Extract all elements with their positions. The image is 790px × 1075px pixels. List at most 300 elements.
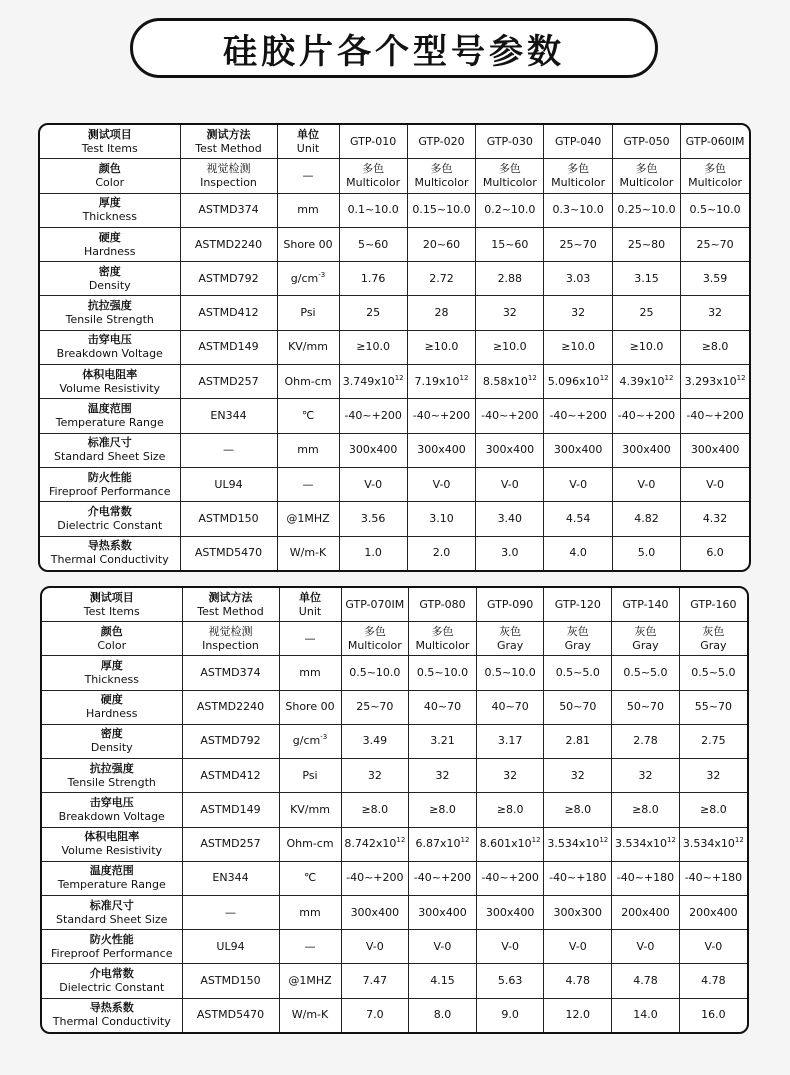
value-cell — [476, 827, 544, 861]
exponent: 12 — [599, 836, 609, 845]
test-item-zh: 体积电阻率 — [84, 830, 140, 844]
value-cell — [341, 622, 409, 656]
spec-value: 0.5~10.0 — [484, 665, 536, 679]
unit-cell — [279, 724, 341, 758]
value-cell — [544, 296, 612, 330]
spec-value: 0.15~10.0 — [412, 203, 471, 217]
value-cell — [544, 690, 612, 724]
test-items-header-en: Test Items — [83, 604, 140, 618]
test-item-cell — [42, 964, 182, 998]
spec-value: 灰色 Gray — [700, 624, 727, 652]
spec-value: 3.10 — [429, 512, 454, 525]
test-method-header-en: Test Method — [195, 141, 262, 155]
spec-value: 3.534x10 — [547, 837, 600, 851]
spec-value: 28 — [434, 306, 449, 320]
spec-value: 4.82 — [634, 512, 659, 525]
value-cell — [679, 690, 747, 724]
spec-value: V-0 — [568, 939, 587, 953]
spec-value: 8.0 — [433, 1008, 452, 1022]
value-cell — [476, 262, 544, 296]
value-cell — [544, 159, 612, 193]
test-item-zh: 防火性能 — [89, 932, 134, 946]
spec-value: 300x400 — [622, 443, 671, 457]
value-cell — [612, 399, 680, 433]
unit-value: W/m-K — [289, 546, 327, 560]
test-item-zh: 标准尺寸 — [87, 436, 132, 450]
value-cell — [339, 468, 407, 502]
value-cell — [341, 759, 409, 793]
test-method-cell — [180, 227, 277, 261]
model-header: GTP-030 — [476, 125, 544, 159]
value-cell — [679, 724, 747, 758]
model-header: GTP-010 — [339, 125, 407, 159]
value-cell — [612, 622, 680, 656]
value-cell — [476, 433, 544, 467]
value-cell — [612, 193, 680, 227]
value-cell — [612, 227, 680, 261]
spec-value: ≥10.0 — [629, 340, 664, 354]
value-cell — [612, 861, 680, 895]
test-method-cell — [182, 896, 279, 930]
test-method-header — [180, 125, 277, 159]
unit-value: Shore 00 — [283, 237, 333, 251]
test-item-zh: 介电常数 — [89, 967, 134, 981]
test-item-cell — [42, 998, 182, 1032]
spec-value: ≥8.0 — [700, 802, 727, 816]
spec-value: 3.21 — [430, 734, 455, 748]
value-cell — [679, 759, 747, 793]
value-cell — [339, 433, 407, 467]
value-cell — [476, 690, 544, 724]
table-row — [40, 433, 749, 467]
spec-value: 0.2~10.0 — [484, 203, 536, 217]
value-cell — [612, 159, 680, 193]
table-row — [42, 964, 747, 998]
unit-header-en: Unit — [298, 604, 322, 618]
spec-value: 50~70 — [626, 700, 665, 714]
test-item-zh: 击穿电压 — [89, 795, 134, 809]
test-item-zh: 厚度 — [100, 658, 123, 672]
test-item-en: Breakdown Voltage — [58, 809, 165, 823]
test-method-cell — [182, 827, 279, 861]
spec-value: 6.0 — [706, 546, 724, 560]
spec-value: 8.601x10 — [479, 837, 532, 851]
spec-table-2 — [42, 588, 747, 1032]
unit-header-en: Unit — [296, 141, 320, 155]
spec-table-2-container — [40, 586, 749, 1034]
unit-value: mm — [297, 443, 319, 457]
test-method-value: 视觉检测 Inspection — [202, 624, 259, 652]
unit-cell — [277, 399, 339, 433]
value-cell — [341, 793, 409, 827]
value-cell — [544, 193, 612, 227]
spec-value: 2.78 — [633, 734, 658, 748]
table-row — [42, 861, 747, 895]
test-method-value: ASTMD2240 — [196, 700, 265, 714]
spec-value: 2.88 — [497, 271, 523, 285]
test-item-cell — [42, 861, 182, 895]
value-cell — [341, 724, 409, 758]
spec-value: 0.1~10.0 — [347, 203, 399, 217]
value-cell — [409, 690, 477, 724]
value-cell — [681, 433, 749, 467]
test-item-cell — [40, 193, 180, 227]
test-item-en: Breakdown Voltage — [56, 347, 163, 361]
test-items-header-zh: 测试项目 — [89, 590, 134, 604]
test-item-en: Temperature Range — [57, 878, 166, 892]
spec-value: ≥8.0 — [429, 802, 456, 816]
spec-value: 5~60 — [358, 237, 389, 251]
value-cell — [544, 998, 612, 1032]
spec-value: 300x400 — [485, 443, 535, 457]
exponent: 12 — [394, 373, 404, 382]
unit-cell — [277, 536, 339, 570]
unit-exponent: -3 — [320, 733, 328, 742]
test-item-zh: 温度范围 — [89, 864, 134, 878]
value-cell — [476, 296, 544, 330]
test-method-cell — [182, 861, 279, 895]
spec-value: -40~+200 — [413, 871, 472, 885]
test-item-en: Fireproof Performance — [51, 946, 173, 960]
test-method-cell — [180, 330, 277, 364]
value-cell — [612, 964, 680, 998]
unit-header-zh: 单位 — [299, 590, 321, 604]
model-header: GTP-040 — [544, 125, 612, 159]
spec-value: 8.742x10 — [344, 837, 397, 851]
test-item-zh: 导热系数 — [89, 1001, 134, 1015]
spec-value: 50~70 — [559, 700, 597, 714]
unit-cell — [277, 330, 339, 364]
test-item-cell — [42, 759, 182, 793]
test-item-zh: 厚度 — [98, 196, 121, 210]
value-cell — [681, 193, 749, 227]
value-cell — [681, 399, 749, 433]
unit-cell — [279, 656, 341, 690]
value-cell — [612, 759, 680, 793]
value-cell — [612, 896, 680, 930]
exponent: 12 — [459, 373, 469, 382]
exponent: 12 — [531, 836, 541, 845]
spec-value: 4.32 — [702, 512, 728, 525]
value-cell — [409, 759, 477, 793]
spec-value: 32 — [367, 768, 382, 782]
value-cell — [341, 656, 409, 690]
exponent: 12 — [736, 373, 746, 382]
spec-value: 灰色 Gray — [564, 624, 591, 652]
value-cell — [476, 724, 544, 758]
test-item-zh: 击穿电压 — [87, 333, 132, 347]
value-cell — [409, 622, 477, 656]
value-cell — [339, 536, 407, 570]
test-item-en: Thermal Conductivity — [50, 553, 169, 567]
value-cell — [409, 656, 477, 690]
test-method-value: 视觉检测 Inspection — [200, 161, 257, 189]
unit-value: ℃ — [303, 871, 317, 885]
test-method-value: UL94 — [216, 939, 245, 953]
table-row — [40, 193, 749, 227]
spec-value: 200x400 — [621, 905, 670, 919]
model-header: GTP-080 — [409, 588, 477, 622]
test-item-en: Fireproof Performance — [49, 484, 171, 498]
spec-value: 300x300 — [553, 905, 603, 919]
spec-value: 300x400 — [418, 905, 467, 919]
test-method-value: — — [225, 905, 236, 919]
unit-header — [279, 588, 341, 622]
spec-value: 0.5~10.0 — [689, 203, 741, 217]
test-method-cell — [182, 724, 279, 758]
exponent: 12 — [734, 836, 744, 845]
spec-value: 40~70 — [423, 700, 462, 714]
table-row — [40, 227, 749, 261]
test-item-en: Density — [88, 278, 131, 292]
spec-value: 多色 Multicolor — [688, 161, 743, 189]
test-method-header-zh: 测试方法 — [206, 127, 251, 141]
test-method-cell — [182, 759, 279, 793]
spec-value: 20~60 — [422, 237, 461, 251]
value-cell — [409, 793, 477, 827]
spec-value: 0.5~5.0 — [555, 665, 600, 679]
value-cell — [341, 827, 409, 861]
test-method-value: ASTMD149 — [198, 340, 259, 354]
test-method-cell — [180, 365, 277, 399]
spec-value: -40~+200 — [346, 871, 404, 885]
test-items-header-zh: 测试项目 — [87, 127, 132, 141]
test-method-value: ASTMD150 — [198, 512, 259, 525]
spec-value: -40~+200 — [617, 409, 676, 423]
unit-cell — [277, 193, 339, 227]
value-cell — [544, 964, 612, 998]
spec-value: 多色 Multicolor — [347, 624, 402, 652]
unit-value: @1MHZ — [288, 974, 332, 988]
spec-value: V-0 — [432, 477, 451, 491]
table-row — [42, 690, 747, 724]
value-cell — [681, 330, 749, 364]
test-item-en: Dielectric Constant — [59, 981, 165, 995]
unit-value: $g/cm^{-3}$ — [292, 733, 328, 748]
test-method-header-en: Test Method — [197, 604, 264, 618]
value-cell — [544, 896, 612, 930]
unit-value: mm — [299, 905, 321, 919]
test-item-en: Density — [90, 741, 133, 755]
spec-value: -40~+200 — [549, 409, 607, 423]
spec-value: 32 — [435, 768, 450, 782]
value-cell — [339, 365, 407, 399]
spec-value: 多色 Multicolor — [414, 161, 469, 189]
test-method-value: UL94 — [214, 477, 243, 491]
spec-value: 3.534x10 — [682, 837, 735, 851]
test-method-value: ASTMD792 — [200, 734, 261, 748]
spec-value: 8.58x10 — [482, 374, 528, 388]
unit-cell — [277, 502, 339, 536]
spec-value: 2.0 — [432, 546, 451, 560]
test-item-cell — [40, 330, 180, 364]
value-cell — [341, 861, 409, 895]
value-cell — [681, 502, 749, 536]
value-cell — [476, 930, 544, 964]
spec-value: -40~+200 — [412, 409, 471, 423]
test-item-cell — [40, 296, 180, 330]
spec-value: 32 — [503, 768, 518, 782]
value-cell — [341, 690, 409, 724]
value-cell — [339, 399, 407, 433]
value-cell — [476, 861, 544, 895]
test-method-cell — [180, 159, 277, 193]
unit-value: — — [304, 939, 316, 953]
value-cell — [476, 998, 544, 1032]
spec-value: 32 — [706, 768, 721, 782]
value-cell — [679, 896, 747, 930]
unit-value: KV/mm — [290, 802, 330, 816]
spec-value: V-0 — [365, 939, 384, 953]
table-row — [42, 656, 747, 690]
test-item-cell — [40, 365, 180, 399]
value-cell — [476, 399, 544, 433]
test-item-en: Thickness — [84, 672, 139, 686]
value-cell — [612, 468, 680, 502]
spec-value: ≥10.0 — [424, 340, 459, 354]
spec-value: 25 — [639, 306, 654, 320]
test-item-en: Temperature Range — [55, 416, 164, 430]
test-method-cell — [180, 468, 277, 502]
value-cell — [544, 793, 612, 827]
spec-value: V-0 — [706, 477, 724, 491]
exponent: 12 — [599, 373, 609, 382]
test-method-cell — [182, 964, 279, 998]
spec-value: 多色 Multicolor — [551, 161, 606, 189]
exponent: 12 — [396, 836, 406, 845]
table-row — [42, 622, 747, 656]
spec-value: V-0 — [704, 939, 723, 953]
test-item-zh: 介电常数 — [87, 505, 132, 518]
spec-value: 5.096x10 — [547, 374, 600, 388]
spec-table-1-container — [38, 123, 751, 572]
unit-cell — [277, 227, 339, 261]
spec-value: V-0 — [569, 477, 588, 491]
spec-value: ≥8.0 — [701, 340, 729, 354]
test-item-cell — [40, 159, 180, 193]
value-cell — [476, 793, 544, 827]
test-item-en: Tensile Strength — [65, 313, 154, 327]
spec-value: 多色 Multicolor — [619, 161, 674, 189]
value-cell — [476, 159, 544, 193]
unit-cell — [277, 262, 339, 296]
value-cell — [679, 998, 747, 1032]
value-cell — [339, 330, 407, 364]
value-cell — [544, 861, 612, 895]
unit-value: Shore 00 — [285, 700, 335, 714]
spec-value: 0.5~5.0 — [623, 665, 668, 679]
value-cell — [544, 724, 612, 758]
value-cell — [544, 622, 612, 656]
unit-cell — [279, 793, 341, 827]
value-cell — [476, 502, 544, 536]
test-item-cell — [40, 399, 180, 433]
value-cell — [681, 262, 749, 296]
unit-value: — — [302, 168, 314, 182]
spec-value: 3.49 — [362, 734, 388, 748]
test-method-value: ASTMD374 — [198, 203, 259, 217]
value-cell — [339, 227, 407, 261]
unit-cell — [279, 861, 341, 895]
test-method-cell — [180, 433, 277, 467]
spec-value: 灰色 Gray — [496, 624, 524, 652]
unit-value: Psi — [302, 768, 318, 782]
test-item-en: Color — [97, 638, 127, 652]
test-method-value: ASTMD374 — [200, 665, 261, 679]
model-header: GTP-070IM — [341, 588, 409, 622]
test-method-cell — [180, 296, 277, 330]
table-row — [42, 998, 747, 1032]
value-cell — [476, 622, 544, 656]
value-cell — [612, 296, 680, 330]
value-cell — [407, 365, 475, 399]
value-cell — [612, 690, 680, 724]
spec-value: 300x400 — [553, 443, 603, 457]
value-cell — [409, 724, 477, 758]
test-item-en: Dielectric Constant — [57, 519, 163, 532]
test-method-cell — [180, 193, 277, 227]
test-method-cell — [182, 656, 279, 690]
value-cell — [544, 262, 612, 296]
header-row — [40, 125, 749, 159]
value-cell — [476, 536, 544, 570]
spec-value: 4.0 — [569, 546, 587, 560]
spec-value: -40~+200 — [481, 871, 539, 885]
exponent: 12 — [666, 836, 676, 845]
model-header: GTP-050 — [612, 125, 680, 159]
spec-value: 12.0 — [565, 1008, 591, 1022]
unit-value: — — [304, 631, 316, 645]
spec-value: ≥8.0 — [632, 802, 659, 816]
value-cell — [544, 468, 612, 502]
value-cell — [339, 159, 407, 193]
value-cell — [544, 502, 612, 536]
unit-value: ℃ — [301, 409, 315, 423]
spec-value: 3.59 — [702, 271, 728, 285]
value-cell — [476, 468, 544, 502]
value-cell — [341, 964, 409, 998]
page-title-banner — [130, 18, 658, 78]
spec-value: V-0 — [637, 477, 656, 491]
value-cell — [612, 793, 680, 827]
unit-value: @1MHZ — [286, 512, 330, 525]
value-cell — [544, 365, 612, 399]
table-row — [40, 502, 749, 536]
spec-value: 2.81 — [565, 734, 591, 748]
spec-value: 300x400 — [485, 905, 535, 919]
value-cell — [612, 502, 680, 536]
value-cell — [679, 622, 747, 656]
exponent: 12 — [460, 836, 470, 845]
spec-value: 3.293x10 — [684, 374, 737, 388]
value-cell — [339, 262, 407, 296]
test-item-zh: 导热系数 — [87, 539, 132, 553]
value-cell — [407, 433, 475, 467]
value-cell — [612, 433, 680, 467]
test-method-value: EN344 — [210, 409, 247, 423]
test-item-zh: 抗拉强度 — [87, 299, 132, 313]
spec-value: 55~70 — [694, 700, 732, 714]
table-row — [40, 365, 749, 399]
model-header: GTP-060IM — [681, 125, 749, 159]
table-row — [42, 793, 747, 827]
test-item-zh: 密度 — [98, 264, 121, 278]
test-method-value: ASTMD412 — [200, 768, 261, 782]
table-row — [40, 262, 749, 296]
spec-value: 32 — [708, 306, 723, 320]
value-cell — [544, 827, 612, 861]
spec-value: 6.87x10 — [415, 837, 461, 851]
